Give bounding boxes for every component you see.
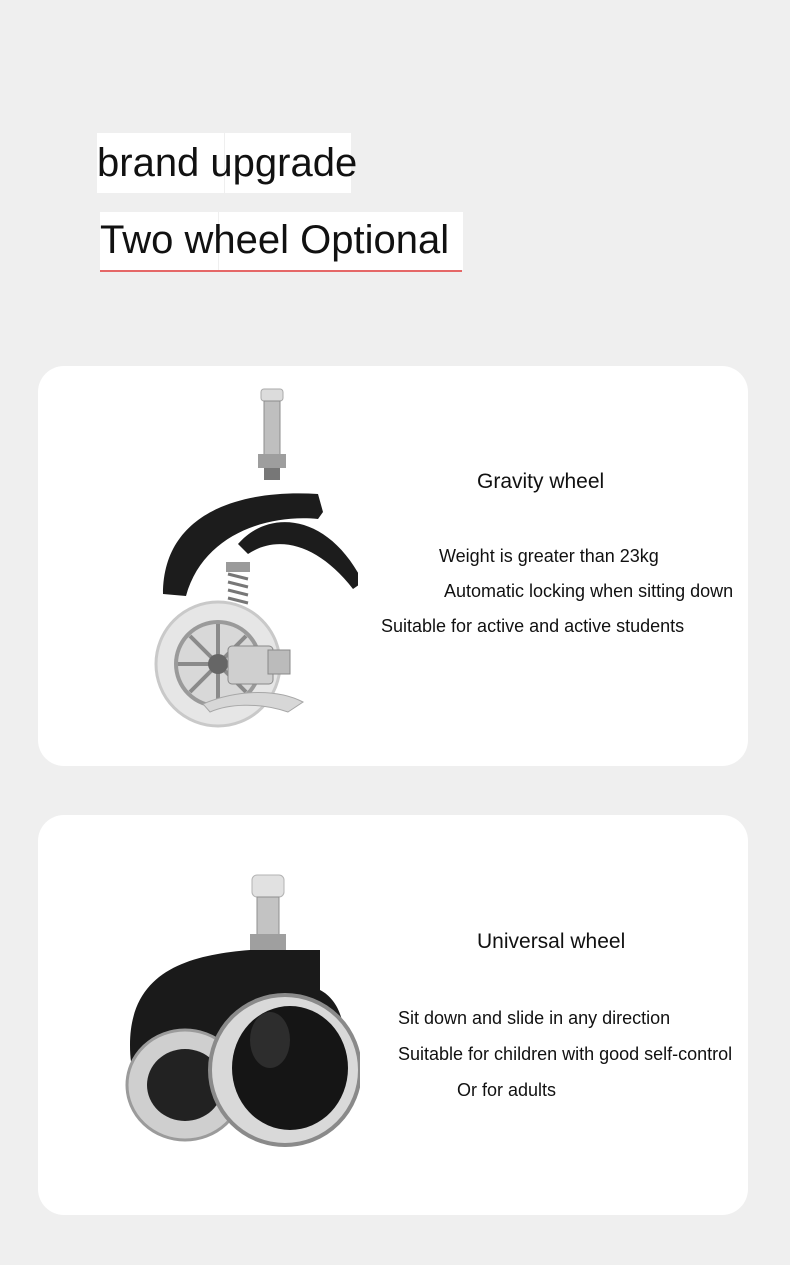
universal-wheel-line-2: Suitable for children with good self-control (398, 1044, 733, 1064)
gravity-wheel-title: Gravity wheel (477, 470, 605, 493)
headline-brand-upgrade: brand upgrade (97, 143, 357, 183)
universal-wheel-line-3: Or for adults (457, 1080, 557, 1100)
gravity-wheel-line-3: Suitable for active and active students (381, 616, 685, 636)
headline-two-wheel-optional: Two wheel Optional (100, 220, 449, 260)
universal-wheel-title: Universal wheel (477, 930, 626, 953)
universal-wheel-line-1: Sit down and slide in any direction (398, 1008, 671, 1028)
universal-wheel-image (120, 870, 360, 1180)
gravity-wheel-image (118, 384, 358, 734)
decorative-underline (100, 270, 462, 272)
universal-wheel-card (38, 815, 748, 1215)
gravity-wheel-line-1: Weight is greater than 23kg (439, 546, 659, 566)
gravity-wheel-card (38, 366, 748, 766)
gravity-wheel-line-2: Automatic locking when sitting down (444, 581, 734, 601)
